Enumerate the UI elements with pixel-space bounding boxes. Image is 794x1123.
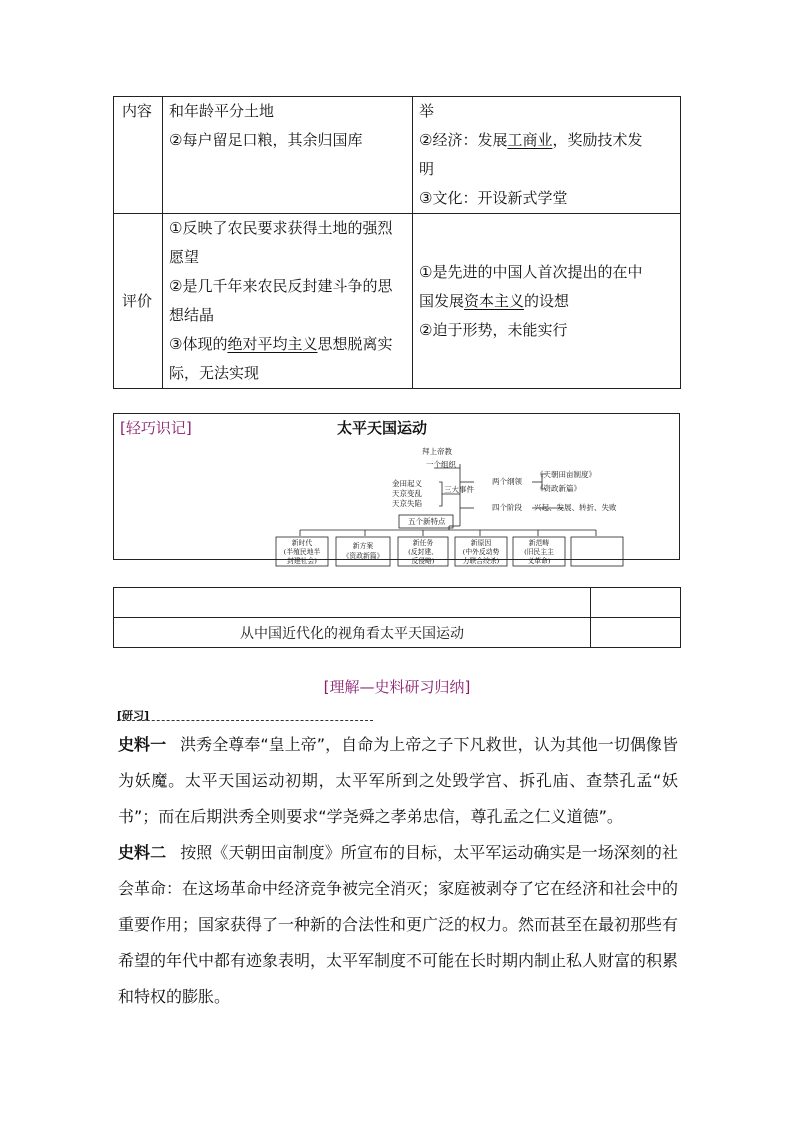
node-label: 五个新特点 [408, 517, 446, 526]
node-label: 三大事件 [444, 485, 474, 494]
tianchao-evaluation-cell [163, 214, 413, 389]
feature-label: 新方案 [352, 542, 374, 550]
cell-line: ②迫于形势，未能实行 [419, 320, 568, 339]
cell-text: 思想脱离实 [317, 335, 393, 353]
underlined-term: 工商业 [507, 131, 553, 149]
node-label: 金田起义 [392, 479, 422, 488]
cell-line: ②是几千年来农民反封建斗争的思 [169, 277, 393, 295]
source-label: 史料一 [118, 735, 167, 754]
mnemonic-title: 太平天国运动 [337, 419, 428, 437]
cell-line: 想结晶 [169, 306, 215, 324]
cell-text: 国发展 [419, 291, 465, 310]
cell-line [169, 330, 406, 359]
feature-label: 新原因 [470, 539, 492, 547]
feature-label: (中外反动势 [462, 548, 500, 556]
feature-label: 义革命) [527, 557, 551, 565]
cell-text: ，奖励技术发 [552, 131, 643, 149]
cell-line: ③文化：开设新式学堂 [419, 189, 568, 207]
tianchao-content-cell [163, 97, 413, 214]
zizheng-evaluation-cell [413, 214, 681, 389]
cell-line: 际，无法实现 [169, 364, 260, 382]
feature-label: (半殖民地半 [283, 548, 321, 556]
cell-line: 愿望 [169, 248, 200, 266]
comparison-table [113, 96, 681, 389]
feature-label: 新范畴 [528, 539, 550, 547]
node-label: 天京变乱 [392, 489, 422, 498]
table-row [114, 214, 681, 389]
cell-line: ②每户留足口粮，其余归国库 [169, 131, 363, 149]
mnemonic-tag: [轻巧识记] [120, 419, 192, 437]
cell-line: 明 [419, 160, 435, 178]
source-label: 史料二 [118, 843, 167, 862]
node-label: 《天朝田亩制度》 [536, 470, 596, 479]
cell-line: 和年龄平分土地 [169, 102, 275, 120]
cell-text: ③体现的 [169, 335, 228, 353]
bar-empty-cell [114, 588, 591, 618]
study-tag: [研习] [117, 709, 150, 722]
taiping-mind-map [274, 442, 634, 565]
row-header-content: 内容 [114, 97, 163, 214]
node-label: 兴起、发展、转折、失败 [534, 503, 617, 512]
feature-label: 力联合绞杀) [462, 557, 500, 565]
feature-label: (旧民主主 [524, 548, 554, 556]
source-two [118, 835, 678, 1015]
source-text: 洪秀全尊奉“皇上帝”，自命为上帝之子下凡救世，认为其他一切偶像皆为妖魔。太平天国运动初期，太平军所到之处毁学宫、拆孔庙、查禁孔孟“妖书”；而在后期洪秀全则要求“学尧舜之孝弟忠信，尊孔孟之仁义道德”。 [118, 735, 678, 826]
table-row [114, 97, 681, 214]
source-text: 按照《天朝田亩制度》所宣布的目标，太平军运动确实是一场深刻的社会革命：在这场革命中经济竞争被完全消灭；家庭被剥夺了它在经济和社会中的重要作用；国家获得了一种新的合法性和更广泛的权力。然而甚至在最初那些有希望的年代中都有迹象表明，太平军制度不可能在长时期内制止私人财富的积累和特权的膨胀。 [118, 843, 679, 1006]
cell-line [419, 126, 674, 155]
bar-side-cell [591, 618, 681, 648]
node-label: 四个阶段 [492, 503, 522, 512]
cell-line: 举 [419, 102, 435, 120]
cell-text: ②经济：发展 [419, 131, 508, 149]
feature-label: (反封建、 [408, 548, 438, 556]
source-one [118, 727, 678, 835]
feature-label: 封建社会) [287, 557, 317, 565]
underlined-term: 绝对平均主义 [227, 335, 318, 353]
zizheng-content-cell [413, 97, 681, 214]
node-label: 天京失陷 [392, 499, 422, 508]
section-title-bar [113, 587, 681, 648]
node-label: 拜上帝教 [422, 447, 452, 456]
feature-label: 新时代 [291, 539, 313, 547]
section-heading: [理解—史料研习归纳] [323, 678, 471, 696]
cell-text: 的设想 [524, 291, 570, 310]
row-header-evaluation: 评价 [114, 214, 163, 389]
bar-side-cell [591, 588, 681, 618]
section-title: 从中国近代化的视角看太平天国运动 [114, 618, 591, 648]
cell-line: ①是先进的中国人首次提出的在中 [419, 262, 643, 281]
dashed-divider [117, 720, 373, 721]
node-label: 《资政新篇》 [536, 484, 581, 493]
feature-label: 新任务 [412, 539, 434, 547]
mnemonic-box [113, 413, 680, 565]
feature-label: 反侵略) [411, 557, 435, 565]
feature-label: 《资政新篇》 [342, 552, 384, 560]
underlined-term: 资本主义 [464, 291, 525, 310]
node-label: 一个组织 [426, 460, 456, 469]
cell-line: ①反映了农民要求获得土地的强烈 [169, 219, 393, 237]
cell-line [419, 287, 674, 316]
node-label: 两个纲领 [492, 477, 522, 486]
